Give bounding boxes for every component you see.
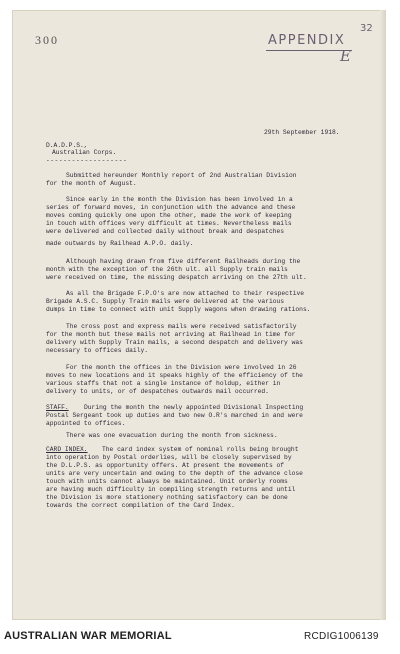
para1-line: Since early in the month the Division has been involved in a — [66, 196, 293, 203]
addressee-line-2: Australian Corps. — [52, 149, 117, 156]
para3-line: Brigade A.S.C. Supply Train mails were delivered at the various — [46, 298, 285, 305]
appendix-label: APPENDIX — [268, 33, 346, 48]
appendix-mark: E — [340, 47, 351, 65]
card-index-heading: CARD INDEX. — [46, 446, 88, 453]
card-index-line: touch with units cannot always be maintained. Unit orderly rooms — [46, 478, 288, 485]
para1-line: were delivered and collected daily without break and despatches — [46, 228, 285, 235]
para2-line: were received on time, the missing despatch arriving on the 27th ult. — [46, 274, 307, 281]
para5-line: various staffs that not a single instance of holdup, either in — [46, 380, 281, 387]
addressee-line-1: D.A.D.P.S., — [46, 142, 88, 149]
staff-line: Postal Sergeant took up duties and two new O.R's marched in and were — [46, 412, 303, 419]
para4-line: delivery with Supply Train mails, a second despatch and delivery was — [46, 339, 303, 346]
corner-number: 32 — [360, 23, 373, 34]
footer-right: RCDIG1006139 — [304, 631, 379, 642]
card-index-line: the Division is more stationery nothing satisfactory can be done — [46, 494, 288, 501]
para4-line: The cross post and express mails were received satisfactorily — [66, 323, 297, 330]
para1-line: moves coming quickly one upon the other, made the work of keeping — [46, 212, 292, 219]
intro-line: Submitted hereunder Monthly report of 2nd Australian Division — [66, 172, 297, 179]
para2-line: month with the exception of the 26th ult. all Supply train mails — [46, 266, 288, 273]
para4-line: for the month but these mails not arriving at Railhead in time for — [46, 331, 296, 338]
staff-line: There was one evacuation during the month from sickness. — [66, 432, 278, 439]
para4-line: necessary to offices daily. — [46, 347, 149, 354]
staff-line: During the month the newly appointed Divisional Inspecting — [84, 404, 304, 411]
report-date: 29th September 1918. — [264, 129, 340, 136]
para1-line: in touch with offices very difficult at times. Nevertheless mails — [46, 220, 292, 227]
para3-line: dumps in time to connect with unit Supply wagons when drawing rations. — [46, 306, 311, 313]
page-number: 300 — [35, 33, 59, 47]
para1-line: made outwards by Railhead A.P.O. daily. — [46, 240, 194, 247]
card-index-line: the D.L.P.S. as opportunity offers. At present the movements of — [46, 462, 285, 469]
para5-line: delivery to units, or of despatches outwards mail occurred. — [46, 388, 269, 395]
para5-line: moves to new locations and it speaks highly of the efficiency of the — [46, 372, 303, 379]
para3-line: As all the Brigade F.P.O's are now attached to their respective — [66, 290, 305, 297]
para1-line: series of forward moves, in conjunction with the advance and these — [46, 204, 296, 211]
addressee-underline: ------------------- — [46, 157, 128, 164]
intro-line: for the month of August. — [46, 180, 137, 187]
card-index-line: towards the correct compilation of the Card Index. — [46, 502, 235, 509]
staff-line: appointed to offices. — [46, 420, 126, 427]
card-index-line: into operation by Postal orderlies, will be closely supervised by — [46, 454, 292, 461]
staff-heading: STAFF. — [46, 404, 69, 411]
para5-line: For the month the offices in the Division were involved in 26 — [66, 364, 297, 371]
para2-line: Although having drawn from five different Railheads during the — [66, 258, 301, 265]
card-index-line: are having much difficulty in compiling strength returns and until — [46, 486, 296, 493]
document-page — [12, 10, 386, 620]
card-index-line: units are very uncertain and owing to the depth of the advance close — [46, 470, 303, 477]
footer-left: AUSTRALIAN WAR MEMORIAL — [4, 630, 172, 642]
card-index-line: The card index system of nominal rolls being brought — [102, 446, 299, 453]
